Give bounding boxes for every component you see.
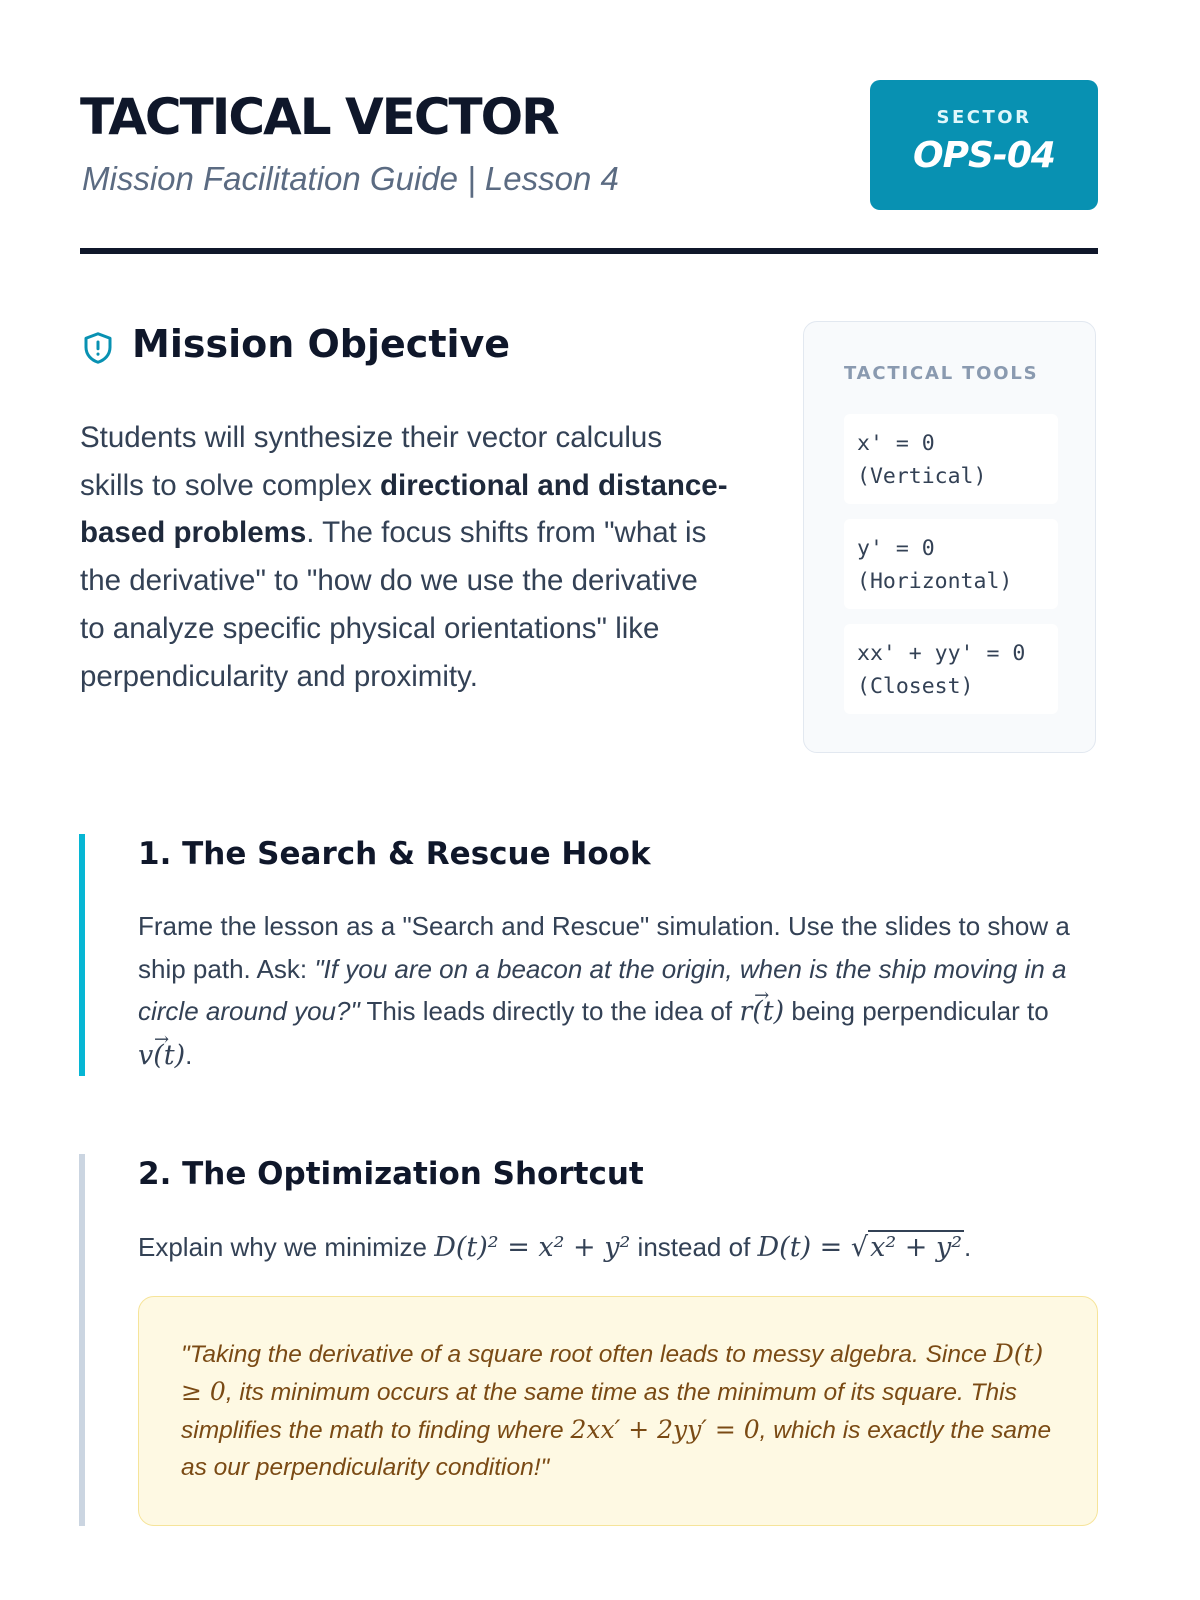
objective-text-part: Students will synthesize their vector calculus skills to solve complex [80,421,663,502]
math-velocity-vector [138,1040,185,1071]
section-text-optimization [138,1226,1098,1270]
text-part: . [185,1039,193,1070]
tool-label: (Horizontal) [857,569,1013,594]
tool-card-horizontal [844,519,1058,609]
section-heading-hook: 1. The Search & Rescue Hook [138,836,651,872]
callout-text: , its minimum occurs at the same time as the minimum of its square. This simplifies the math to finding where [181,1379,1017,1444]
callout-quote [138,1296,1098,1526]
section-heading-optimization: 2. The Optimization Shortcut [138,1156,644,1192]
tool-label: (Vertical) [857,464,987,489]
header-divider [80,248,1098,254]
callout-text: "Taking the derivative of a square root often leads to messy algebra. Since [181,1341,994,1368]
sector-label: SECTOR [936,107,1032,128]
math-distance: D(t) = [757,1232,851,1263]
section-accent-bar [79,1154,85,1526]
callout-math-inequality: D(t) ≥ 0 [181,1339,1044,1406]
tactical-tools-panel [803,321,1096,753]
page-subtitle: Mission Facilitation Guide | Lesson 4 [82,160,619,197]
tool-card-vertical [844,414,1058,504]
callout-math-condition: 2xx′ + 2yy′ = 0 [570,1415,760,1444]
vector-r: → r(t) [739,991,784,1034]
sector-badge [870,80,1098,210]
objective-heading: Mission Objective [132,322,511,366]
tool-card-closest [844,624,1058,714]
page-title: TACTICAL VECTOR [80,88,558,146]
text-part: Explain why we minimize [138,1232,435,1262]
objective-text [80,414,730,700]
text-part: being perpendicular to [784,996,1049,1026]
hook-question: "If you are on a beacon at the origin, when is the ship moving in a circle around you?" [138,953,1067,1026]
objective-text-bold: directional and distance-based problems [80,468,728,550]
section-text-hook [138,905,1098,1077]
section-accent-bar [79,834,85,1076]
shield-alert-icon [80,330,116,366]
tools-title: TACTICAL TOOLS [844,363,1039,384]
tool-formula: x' = 0 [857,431,935,456]
tool-formula: y' = 0 [857,536,935,561]
vector-v: → v(t) [138,1035,185,1078]
tool-label: (Closest) [857,674,974,699]
math-radicand: x² + y² [870,1232,963,1263]
sqrt-symbol: √ [850,1232,869,1263]
text-part: Frame the lesson as a "Search and Rescue" simulation. Use the slides to show a ship path. Ask: [138,911,1070,984]
math-distance-squared: D(t)² = x² + y² [434,1232,631,1263]
text-part: . [964,1232,972,1262]
objective-text-part: . The focus shifts from "what is the derivative" to "how do we use the derivative to analyze specific physical orientations" like perpendicularity and proximity. [80,516,707,693]
math-position-vector [739,996,784,1027]
text-part: instead of [637,1232,758,1262]
tool-formula: xx' + yy' = 0 [857,641,1026,666]
callout-text: , which is exactly the same as our perpendicularity condition!" [181,1417,1052,1481]
text-part: This leads directly to the idea of [359,996,740,1026]
sector-code: OPS-04 [913,135,1055,176]
